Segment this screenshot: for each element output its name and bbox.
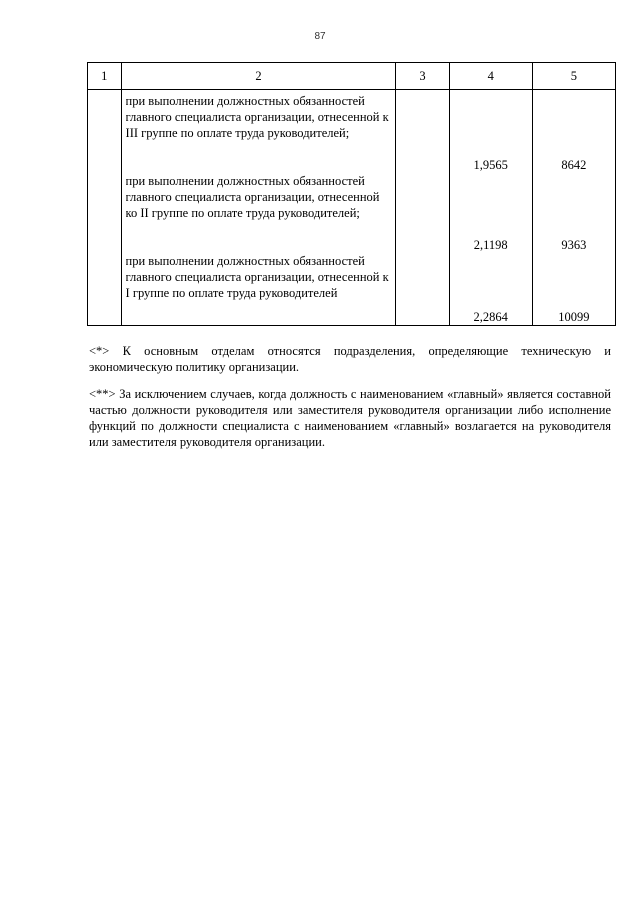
rates-table (87, 62, 616, 326)
coefficient-value: 2,2864 (473, 310, 508, 324)
table-header-row (88, 63, 616, 90)
table-row (88, 90, 616, 326)
clause-text: при выполнении должностных обязанностей главного специалиста организации, отнесенной к I группе по оплате труда руководителей (125, 254, 389, 300)
salary-value: 10099 (558, 310, 590, 324)
coefficient-cell (449, 90, 532, 326)
header-col-3: 3 (396, 63, 449, 90)
footnotes (89, 343, 611, 461)
header-col-1: 1 (88, 63, 122, 90)
coefficient-value: 1,9565 (473, 158, 508, 172)
salary-value: 8642 (561, 158, 587, 172)
header-col-4: 4 (449, 63, 532, 90)
empty-cell-col-3 (396, 90, 449, 326)
page-number: 87 (314, 31, 326, 42)
clause-text: при выполнении должностных обязанностей главного специалиста организации, отнесенной к III группе по оплате труда руководителей; (125, 94, 389, 140)
salary-value: 9363 (561, 238, 587, 252)
clauses-cell (121, 90, 396, 326)
salary-cell (532, 90, 615, 326)
footnote-2: <**> За исключением случаев, когда должность с наименованием «главный» является составной частью должности руководителя или заместителя руководителя организации либо исполнение функций по должности специалиста с наименованием «главный» возлагается на руководителя или заместителя руководителя организации. (89, 387, 611, 449)
clause-text: при выполнении должностных обязанностей главного специалиста организации, отнесенной ко II группе по оплате труда руководителей; (125, 174, 380, 220)
header-col-5: 5 (532, 63, 615, 90)
empty-cell-col-1 (88, 90, 122, 326)
coefficient-value: 2,1198 (473, 238, 508, 252)
header-col-2: 2 (121, 63, 396, 90)
footnote-1: <*> К основным отделам относятся подразделения, определяющие техническую и экономическую политику организации. (89, 344, 611, 374)
